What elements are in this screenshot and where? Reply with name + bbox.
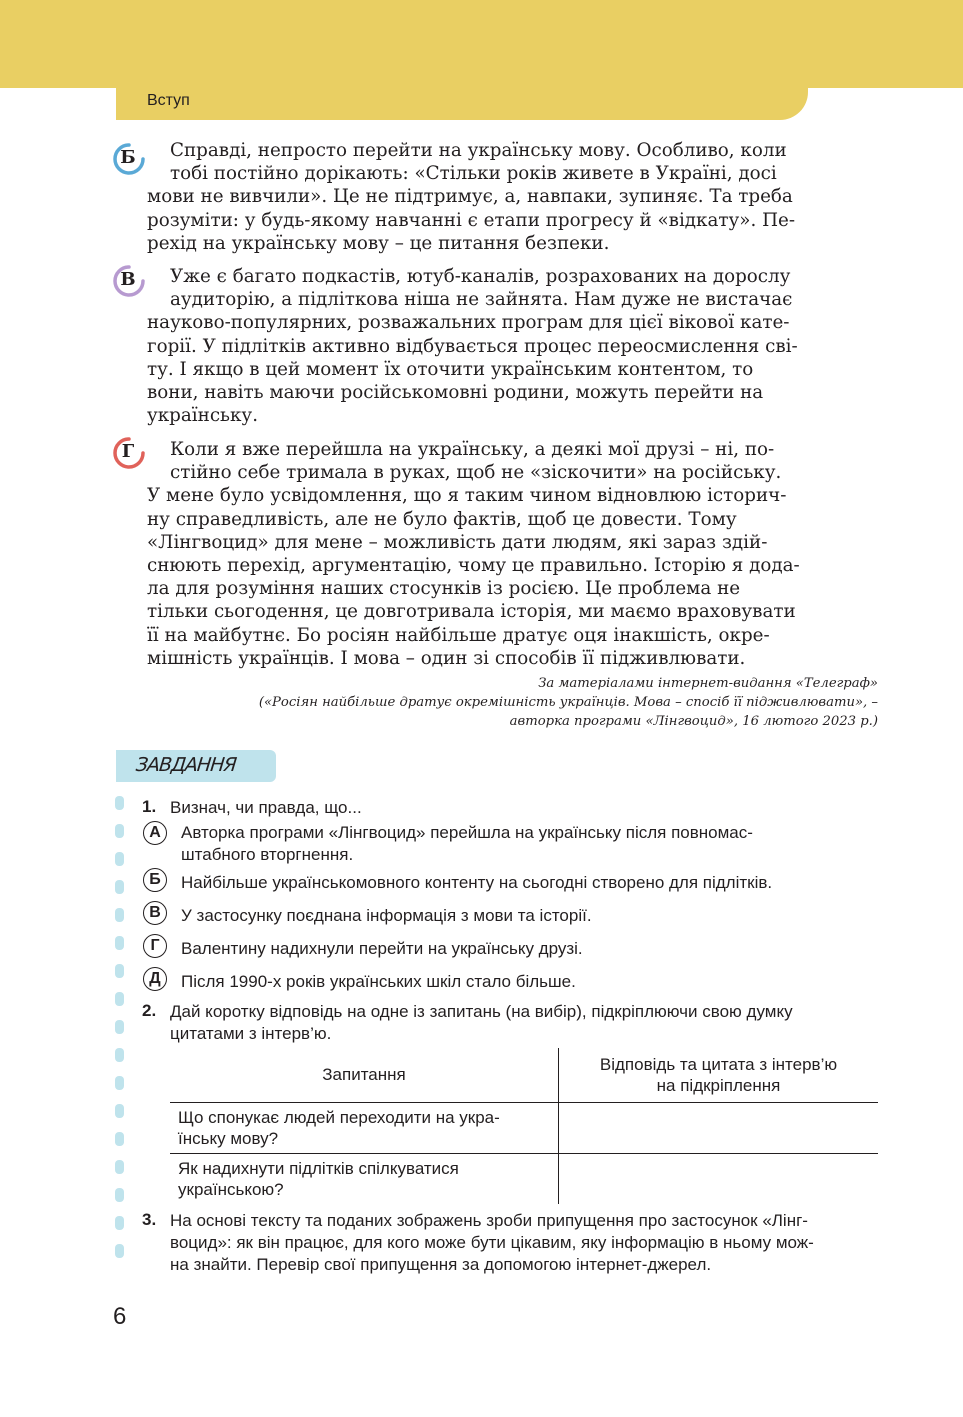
quote-line: аудиторію, а підліткова ніша не зайнята. Нам дуже не вистачає [170,289,793,311]
option-v-badge: В [143,901,167,925]
quote-line: мішність українців. І мова – один зі способів її підживлювати. [147,647,746,669]
marker-v-icon [112,264,144,296]
option-a-badge: А [143,821,167,845]
option-b-badge: Б [143,868,167,892]
table-cell-answer[interactable] [559,1102,879,1153]
quote-g [147,438,879,670]
header-line: Відповідь та цитата з інтерв’ю [599,1054,838,1074]
source-line: авторка програми «Лінгвоцид», 16 лютого 2023 р.) [509,714,878,729]
quote-line: Справді, непросто перейти на українську мову. Особливо, коли [170,140,787,161]
table-row [170,1153,878,1204]
quote-line: ла для розуміння наших стосунків із росією. Це проблема не [147,578,741,600]
quote-line: «Лінгвоцид» для мене – можливість дати людям, які зараз здій- [147,531,768,553]
marker-letter: В [120,269,136,290]
option-b-text: Найбільше українськомовного контенту на сьогодні створено для підлітків. [181,873,773,892]
marker-g-icon [112,436,144,468]
task-1-prompt: Визнач, чи правда, що... [170,798,362,817]
task-2-line: Дай коротку відповідь на одне із запитань (на вибір), підкріплюючи свою думку [170,1002,793,1021]
source-citation [118,674,878,731]
quote-line: У мене було усвідомлення, що я таким чином відновлюю історич- [147,485,787,507]
option-line: Авторка програми «Лінгвоцид» перейшла на українську після повномас- [181,823,753,842]
table-cell-question [170,1153,559,1204]
cell-line: українською? [178,1179,284,1199]
option-a-text [181,822,879,866]
option-g-text: Валентину надихнули перейти на українську друзі. [181,939,583,958]
table-header-answer [559,1048,879,1102]
header-line: на підкріплення [656,1075,781,1095]
quote-v [147,265,879,427]
option-d-badge: Д [143,967,167,991]
task-3-prompt [170,1210,879,1276]
task-3-number: 3. [142,1210,157,1229]
marker-letter: Б [120,147,136,168]
tasks-title: ЗАВДАННЯ [134,754,237,776]
quote-line: науково-популярних, розважальних програм для цієї вікової кате- [147,312,790,334]
header-band [0,0,963,88]
quote-line: стійно себе тримала в руках, щоб не «зіскочити» на російську. [170,462,782,484]
marker-b-icon [112,142,144,174]
table-cell-answer[interactable] [559,1153,879,1204]
quote-b [147,139,879,255]
cell-line: їнську мову? [178,1128,279,1148]
source-line: За матеріалами інтернет-видання «Телеграф» [538,676,878,691]
quote-line: тільки сьогодення, це довготривала історія, ми маємо враховувати [147,601,796,623]
quote-line: мови не вивчили». Це не підтримує, а, навпаки, зупиняє. Та треба [147,186,793,208]
quote-line: розуміти: у будь-якому навчанні є етапи прогресу й «відкату». Пе- [147,209,796,231]
page-number: 6 [113,1303,127,1330]
option-v-text: У застосунку поєднана інформація з мови та історії. [181,906,592,925]
quote-line: Коли я вже перейшла на українську, а деякі мої друзі – ні, по- [170,439,775,460]
marker-letter: Г [121,441,135,462]
cell-line: Як надихнути підлітків спілкуватися [178,1158,459,1178]
cell-line: Що спонукає людей переходити на укра- [178,1107,500,1127]
header-tab [116,82,808,120]
quote-line: українську. [147,405,258,427]
task-3-line: на знайти. Перевір свої припущення за допомогою інтернет-джерел. [170,1255,712,1274]
table-header-row [170,1048,878,1102]
quote-line: горії. У підлітків активно відбувається процес переосмислення сві- [147,335,798,357]
task-2-prompt [170,1001,879,1045]
table-header-question: Запитання [170,1048,559,1102]
quote-line: ну справедливість, але не було фактів, щоб це довести. Тому [147,508,737,530]
task-3-line: воцид»: як він працює, для кого може бути цікавим, яку інформацію в ньому мож- [170,1233,814,1252]
task-3-line: На основі тексту та поданих зображень зроби припущення про застосунок «Лінг- [170,1211,808,1230]
quote-line: її на майбутнє. Бо росіян найбільше дратує оця інакшість, окре- [147,624,770,646]
source-line: («Росіян найбільше дратує окремішність українців. Мова – спосіб її підживлювати», – [258,695,878,710]
option-d-text: Після 1990-х років українських шкіл стало більше. [181,972,576,991]
task-2-line: цитатами з інтерв’ю. [170,1024,332,1043]
task-1-number: 1. [142,797,157,816]
quote-line: тобі постійно дорікають: «Стільки років живете в Україні, досі [170,163,777,185]
quote-line: рехід на українську мову – це питання безпеки. [147,232,610,254]
quote-line: Уже є багато подкастів, ютуб-каналів, розрахованих на дорослу [170,266,791,287]
option-g-badge: Г [143,934,167,958]
option-line: штабного вторгнення. [181,845,354,864]
quote-line: ту. І якщо в цей момент їх оточити українським контентом, то [147,358,754,380]
table-row [170,1102,878,1153]
quote-line: снюють перехід, аргументацію, чому це правильно. Історію я дода- [147,555,800,577]
table-cell-question [170,1102,559,1153]
answer-table [170,1048,878,1204]
quote-line: вони, навіть маючи російськомовні родини, можуть перейти на [147,382,764,404]
task-2-number: 2. [142,1001,157,1020]
section-title: Вступ [147,92,190,109]
